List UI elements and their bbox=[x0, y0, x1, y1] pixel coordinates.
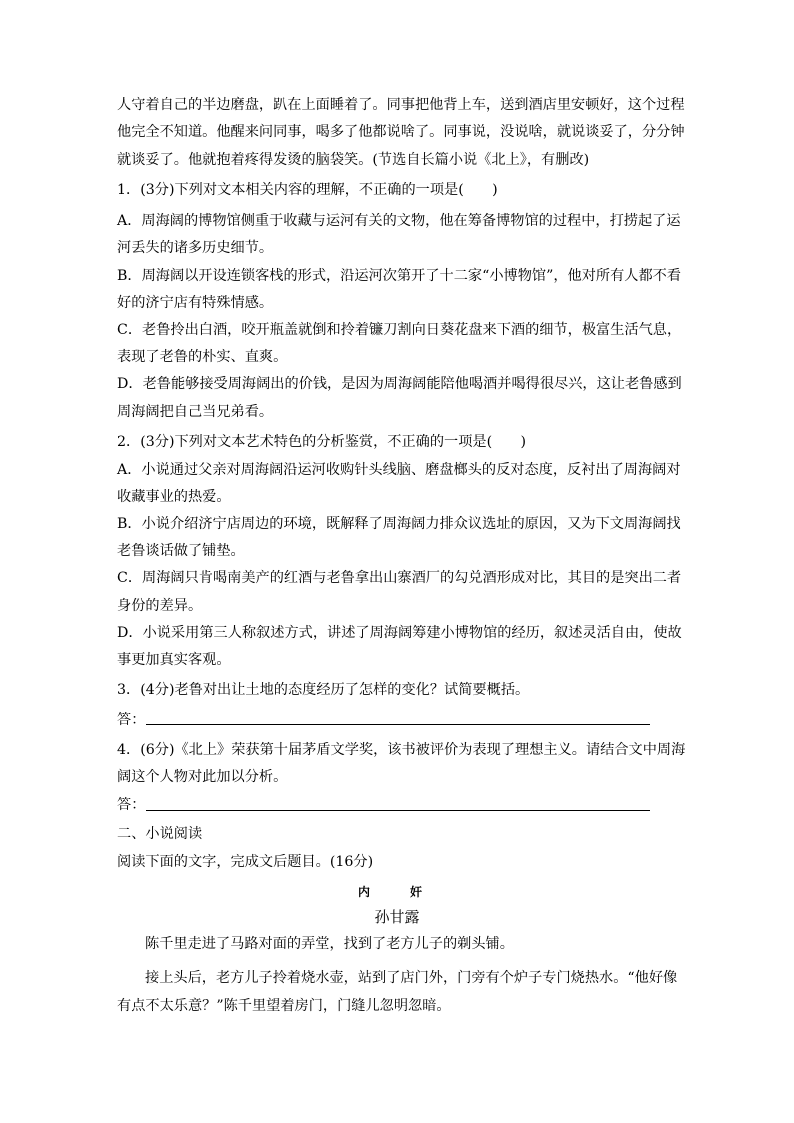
section-heading: 二、小说阅读 bbox=[117, 826, 203, 842]
q3-answer-label: 答： bbox=[117, 712, 146, 728]
story-paragraph: 接上头后，老方儿子拎着烧水壶，站到了店门外，门旁有个炉子专门烧热水。“他好像 bbox=[145, 970, 678, 986]
q2-stem: 2．(3分)下列对文本艺术特色的分析鉴赏，不正确的一项是( ) bbox=[117, 434, 527, 450]
q2-option-d: D．小说采用第三人称叙述方式，讲述了周海阔筹建小博物馆的经历，叙述灵活自由，使故 bbox=[117, 625, 682, 641]
q1-option-a: A．周海阔的博物馆侧重于收藏与运河有关的文物，他在筹备博物馆的过程中，打捞起了运 bbox=[117, 213, 681, 229]
q3-stem: 3．(4分)老鲁对出让土地的态度经历了怎样的变化？试简要概括。 bbox=[117, 682, 530, 698]
story-paragraph-cont: 有点不太乐意？”陈千里望着房门，门缝儿忽明忽暗。 bbox=[117, 998, 451, 1014]
passage-line: 人守着自己的半边磨盘，趴在上面睡着了。同事把他背上车，送到酒店里安顿好，这个过程 bbox=[117, 97, 685, 113]
q3-answer-line[interactable] bbox=[146, 724, 650, 725]
q1-option-a-cont: 河丢失的诸多历史细节。 bbox=[117, 240, 274, 256]
q2-option-d-cont: 事更加真实客观。 bbox=[117, 652, 231, 668]
q4-stem-cont: 阔这个人物对此加以分析。 bbox=[117, 769, 288, 785]
q1-option-d-cont: 周海阔把自己当兄弟看。 bbox=[117, 404, 274, 420]
q1-option-c-cont: 表现了老鲁的朴实、直爽。 bbox=[117, 349, 288, 365]
q2-option-b: B．小说介绍济宁店周边的环境，既解释了周海阔力排众议选址的原因，又为下文周海阔找 bbox=[117, 516, 681, 532]
q4-answer-line[interactable] bbox=[146, 810, 650, 811]
story-paragraph: 陈千里走进了马路对面的弄堂，找到了老方儿子的剃头铺。 bbox=[145, 936, 514, 952]
q2-option-c: C．周海阔只肯喝南美产的红酒与老鲁拿出山寨酒厂的勾兑酒形成对比，其目的是突出二者 bbox=[117, 570, 682, 586]
section-instruction: 阅读下面的文字，完成文后题目。(16分) bbox=[117, 854, 374, 870]
q2-option-a: A．小说通过父亲对周海阔沿运河收购针头线脑、磨盘榔头的反对态度，反衬出了周海阔对 bbox=[117, 462, 681, 478]
story-title: 内 奸 bbox=[357, 885, 436, 899]
q2-option-b-cont: 老鲁谈话做了铺垫。 bbox=[117, 543, 245, 559]
q1-option-d: D．老鲁能够接受周海阔出的价钱，是因为周海阔能陪他喝酒并喝得很尽兴，这让老鲁感到 bbox=[117, 376, 682, 392]
story-author: 孙甘露 bbox=[374, 908, 420, 926]
passage-line: 他完全不知道。他醒来问同事，喝多了他都说啥了。同事说，没说啥，就说谈妥了，分分钟 bbox=[117, 124, 685, 140]
q1-option-c: C．老鲁拎出白酒，咬开瓶盖就倒和拎着镰刀割向日葵花盘来下酒的细节，极富生活气息， bbox=[117, 322, 682, 338]
q1-option-b: B．周海阔以开设连锁客栈的形式，沿运河次第开了十二家“小博物馆”，他对所有人都不看 bbox=[117, 268, 682, 284]
q4-stem: 4．(6分)《北上》荣获第十届茅盾文学奖，该书被评价为表现了理想主义。请结合文中周海 bbox=[117, 742, 686, 758]
q1-stem: 1．(3分)下列对文本相关内容的理解，不正确的一项是( ) bbox=[117, 182, 498, 198]
q1-option-b-cont: 好的济宁店有特殊情感。 bbox=[117, 295, 274, 311]
passage-line: 就谈妥了。他就抱着疼得发烫的脑袋笑。(节选自长篇小说《北上》，有删改) bbox=[117, 152, 590, 168]
q2-option-a-cont: 收藏事业的热爱。 bbox=[117, 489, 231, 505]
q4-answer-label: 答： bbox=[117, 797, 146, 813]
q2-option-c-cont: 身份的差异。 bbox=[117, 598, 203, 614]
